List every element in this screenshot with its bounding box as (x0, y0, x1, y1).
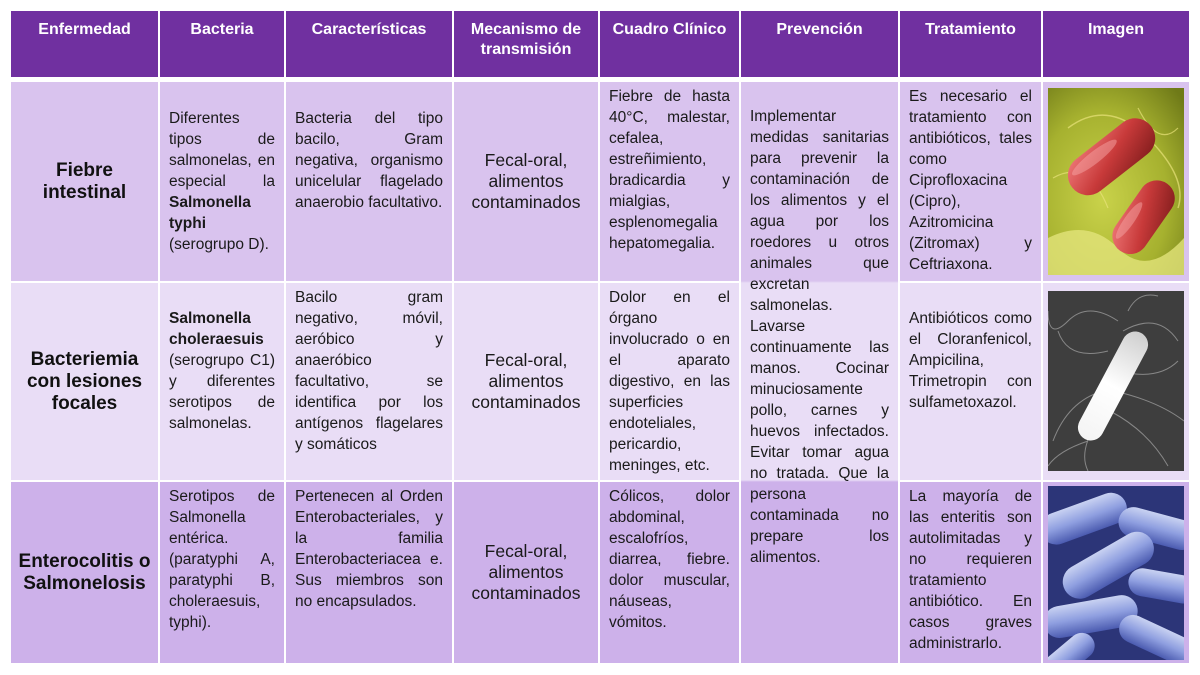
row3-bacteria (160, 482, 284, 663)
header-caracteristicas: Características (286, 11, 452, 77)
row2-bacteria (160, 283, 284, 480)
row1-mecanismo (454, 82, 598, 281)
row2-caracteristicas: Bacilo gram negativo, móvil, aeróbico y anaeróbico facultativo, se identifica por los antígenos flagelares y somáticos (286, 283, 452, 480)
row2-imagen-cell (1043, 283, 1189, 480)
row2-disease-name: Bacteriemia con lesiones focales (26, 348, 143, 414)
prevencion-cell: Implementar medidas sanitarias para prevenir la contaminación de los alimentos y el agua por los roedores u otros animales que excretan salmonelas. Lavarse continuamente las manos. Cocinar minuciosamente pollo, carnes y huevos infectados. Evitar tomar agua no tratada. Que la persona contaminada no prepare los alimentos. (741, 82, 898, 663)
red-bacteria-micrograph-icon (1048, 88, 1184, 275)
row1-tratamiento: Es necesario el tratamiento con antibióticos, tales como Ciprofloxacina (Cipro), Azitromicina (Zitromax) y Ceftriaxona. (900, 82, 1041, 281)
row3-caracteristicas: Pertenecen al Orden Enterobacteriales, y la familia Enterobacteriacea e. Sus miembros son no encapsulados. (286, 482, 452, 663)
row1-disease-name: Fiebre intestinal (42, 159, 127, 203)
header-bacteria: Bacteria (160, 11, 284, 77)
row2-mecanismo (454, 283, 598, 480)
row2-bacteria-species: Salmonella choleraesuis (169, 310, 264, 348)
row1-cuadro-clinico: Fiebre de hasta 40°C, malestar, cefalea, estreñimiento, bradicardia y mialgias, esplenomegalia hepatomegalia. (600, 82, 739, 281)
row1-enfermedad (11, 82, 158, 281)
header-cuadro-clinico: Cuadro Clínico (600, 11, 739, 77)
row2-cuadro-clinico: Dolor en el órgano involucrado o en el aparato digestivo, en las superficies endoteliales, pericardio, meninges, etc. (600, 283, 739, 480)
row3-imagen-cell (1043, 482, 1189, 663)
row1-bacteria-serogroup: (serogrupo D). (169, 236, 269, 253)
header-enfermedad: Enfermedad (11, 11, 158, 77)
row1-bacteria (160, 82, 284, 281)
row3-cuadro-clinico: Cólicos, dolor abdominal, escalofríos, diarrea, fiebre. dolor muscular, náuseas, vómitos. (600, 482, 739, 663)
row3-disease-name: Enterocolitis o Salmonelosis (18, 550, 151, 594)
row3-tratamiento: La mayoría de las enteritis son autolimitadas y no requieren tratamiento antibiótico. En casos graves administrarlo. (900, 482, 1041, 663)
row1-bacteria-species: Salmonella typhi (169, 194, 251, 232)
row2-mecanismo-text: Fecal-oral, alimentos contaminados (471, 350, 581, 412)
row2-tratamiento: Antibióticos como el Cloranfenicol, Ampicilina, Trimetropin con sulfametoxazol. (900, 283, 1041, 480)
header-imagen: Imagen (1043, 11, 1189, 77)
row3-enfermedad (11, 482, 158, 663)
flagellated-bacillus-micrograph-icon (1048, 291, 1184, 471)
row1-bacteria-text: Diferentes tipos de salmonelas, en especial la (169, 110, 275, 190)
row3-mecanismo-text: Fecal-oral, alimentos contaminados (471, 541, 581, 603)
blue-bacteria-cluster-micrograph-icon (1048, 486, 1184, 660)
row2-enfermedad (11, 283, 158, 480)
row2-bacteria-serogroup: (serogrupo C1) y diferentes serotipos de salmonelas. (169, 352, 275, 432)
salmonella-table (10, 10, 1190, 664)
row1-imagen-cell (1043, 82, 1189, 281)
header-prevencion: Prevención (741, 11, 898, 77)
row1-caracteristicas: Bacteria del tipo bacilo, Gram negativa, organismo unicelular flagelado anaerobio facultativo. (286, 82, 452, 281)
header-tratamiento: Tratamiento (900, 11, 1041, 77)
row1-mecanismo-text: Fecal-oral, alimentos contaminados (471, 150, 581, 212)
row3-mecanismo (454, 482, 598, 663)
row3-bacteria-text: Serotipos de Salmonella entérica. (paratyphi A, paratyphi B, choleraesuis, typhi). (169, 488, 275, 631)
header-mecanismo: Mecanismo de transmisión (454, 11, 598, 77)
